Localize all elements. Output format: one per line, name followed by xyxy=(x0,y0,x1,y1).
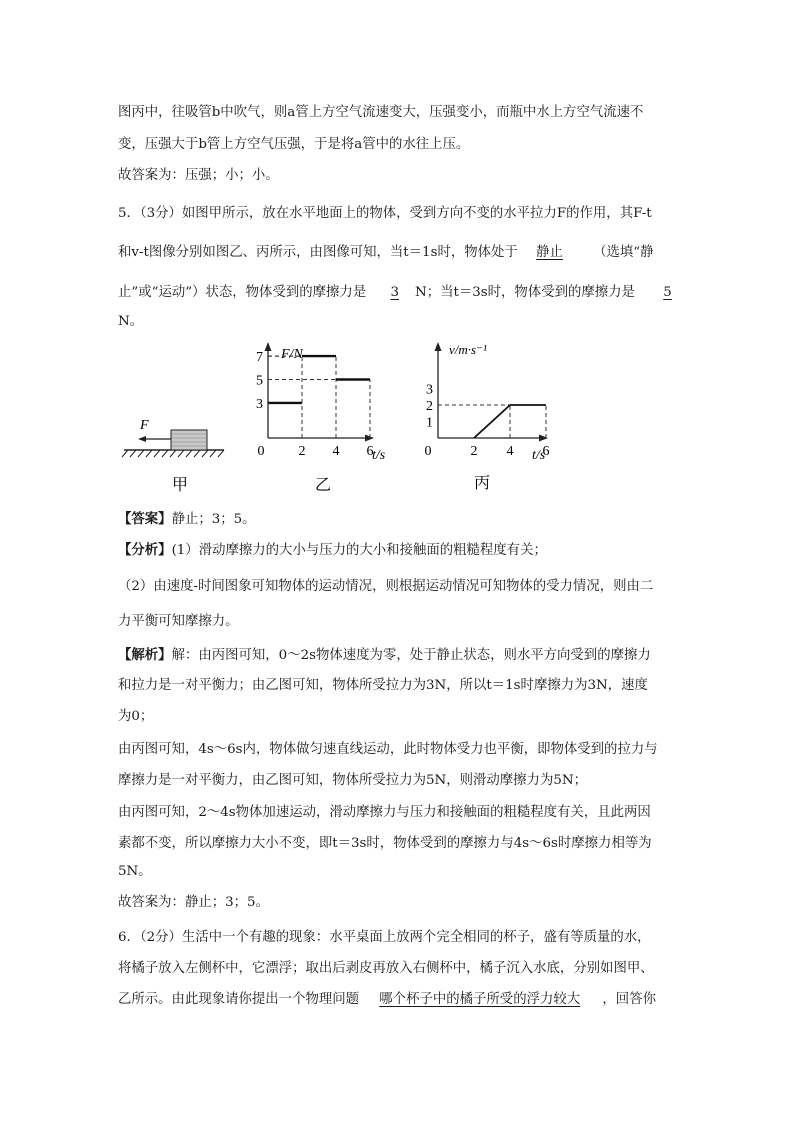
y-axis-label: v/m·s⁻¹ xyxy=(449,342,487,357)
y-tick-label: 3 xyxy=(426,382,433,398)
analysis-line: 力平衡可知摩擦力。 xyxy=(118,614,239,629)
origin-label: 0 xyxy=(257,444,265,459)
y-tick-label: 2 xyxy=(426,399,433,414)
solution-line: 素都不变，所以摩擦力大小不变，即t＝3s时，物体受到的摩擦力与4s～6s时摩擦力相等为 xyxy=(118,836,652,851)
question-text: （选填“静 xyxy=(593,245,654,260)
y-tick-label: 5 xyxy=(256,373,263,389)
text-line: 图丙中，往吸管b中吹气，则a管上方空气流速变大，压强变小，而瓶中水上方空气流速不 xyxy=(118,105,644,120)
solution-tag: 【解析】 xyxy=(118,647,172,663)
answer-blank: 哪个杯子中的橘子所受的浮力较大 xyxy=(379,992,581,1007)
chart-v-t xyxy=(425,342,550,463)
y-tick-label: 1 xyxy=(426,415,433,431)
analysis-tag: 【分析】 xyxy=(118,542,172,558)
question-text: 和v-t图像分别如图乙、丙所示，由图像可知，当t＝1s时，物体处于 xyxy=(118,245,518,260)
solution-line: 由丙图可知，2～4s物体加速运动，滑动摩擦力与压力和接触面的粗糙程度有关，且此两因 xyxy=(118,805,651,820)
ground-hatching xyxy=(122,450,224,457)
answer-text: 静止；3；5。 xyxy=(171,512,256,527)
x-tick-label: 4 xyxy=(332,444,340,459)
figure-jia xyxy=(122,418,224,457)
question-text: ，回答你 xyxy=(602,992,656,1007)
block xyxy=(171,430,207,450)
answer-blank: 3 xyxy=(390,285,399,300)
solution-text: 解：由丙图可知，0～2s物体速度为零，处于静止状态，则水平方向受到的摩擦力 xyxy=(171,648,651,663)
caption-bing: 丙 xyxy=(473,475,491,492)
x-tick-label: 4 xyxy=(506,444,514,459)
solution-line: 由丙图可知，4s～6s内，物体做匀速直线运动，此时物体受力也平衡，即物体受到的拉力与 xyxy=(118,742,658,757)
solution-line xyxy=(118,646,651,665)
text-line: 故答案为：压强；小；小。 xyxy=(118,168,279,183)
solution-line: 5N。 xyxy=(118,864,152,879)
answer-blank: 5 xyxy=(663,285,672,300)
question-text: 止”或“运动”）状态，物体受到的摩擦力是 xyxy=(118,285,367,300)
chart-f-t xyxy=(256,342,386,463)
caption-jia: 甲 xyxy=(171,477,189,494)
x-tick-label: 6 xyxy=(542,444,550,459)
x-tick-label: 6 xyxy=(366,444,374,459)
force-label: F xyxy=(140,418,149,433)
answer-tag: 【答案】 xyxy=(118,511,172,527)
final-answer-line: 故答案为：静止；3；5。 xyxy=(118,895,269,910)
question-5-line: 5．（3分）如图甲所示，放在水平地面上的物体，受到方向不变的水平拉力F的作用，其F-t xyxy=(118,206,652,221)
x-axis-label: t/s xyxy=(372,448,386,463)
x-tick-label: 2 xyxy=(470,444,478,459)
caption-yi: 乙 xyxy=(314,477,332,494)
y-tick-label: 3 xyxy=(256,396,263,412)
question-text: N；当t＝3s时，物体受到的摩擦力是 xyxy=(414,285,635,300)
solution-line: 摩擦力是一对平衡力，由乙图可知，物体所受拉力为5N，则滑动摩擦力为5N； xyxy=(118,773,587,788)
question-5-line: N。 xyxy=(118,314,144,329)
x-tick-label: 2 xyxy=(298,444,306,459)
solution-line: 为0； xyxy=(118,709,154,724)
x-axis-label: t/s xyxy=(532,448,546,463)
origin-label: 0 xyxy=(424,444,432,459)
solution-line: 和拉力是一对平衡力；由乙图可知，物体所受拉力为3N，所以t＝1s时摩擦力为3N，速度 xyxy=(118,678,648,693)
text-line: 变，压强大于b管上方空气压强，于是将a管中的水往上压。 xyxy=(118,137,470,152)
answer-blank: 静止 xyxy=(536,245,563,260)
question-5-line xyxy=(118,284,672,302)
question-text: 乙所示。由此现象请你提出一个物理问题 xyxy=(118,992,360,1007)
analysis-line: （2）由速度-时间图象可知物体的运动情况，则根据运动情况可知物体的受力情况，则由二 xyxy=(118,579,654,594)
figure-group xyxy=(118,338,558,498)
y-axis-label: F/N xyxy=(281,347,303,362)
analysis-line xyxy=(118,541,547,560)
analysis-text: (1）滑动摩擦力的大小与压力的大小和接触面的粗糙程度有关； xyxy=(171,543,547,558)
question-6-line: 6．（2分）生活中一个有趣的现象：水平桌面上放两个完全相同的杯子，盛有等质量的水， xyxy=(118,930,651,945)
question-6-line: 将橘子放入左侧杯中，它漂浮；取出后剥皮再放入右侧杯中，橘子沉入水底，分别如图甲、 xyxy=(118,961,654,976)
y-tick-label: 7 xyxy=(256,350,263,366)
question-5-line xyxy=(118,244,654,262)
answer-line xyxy=(118,510,256,529)
question-6-line xyxy=(118,991,656,1009)
